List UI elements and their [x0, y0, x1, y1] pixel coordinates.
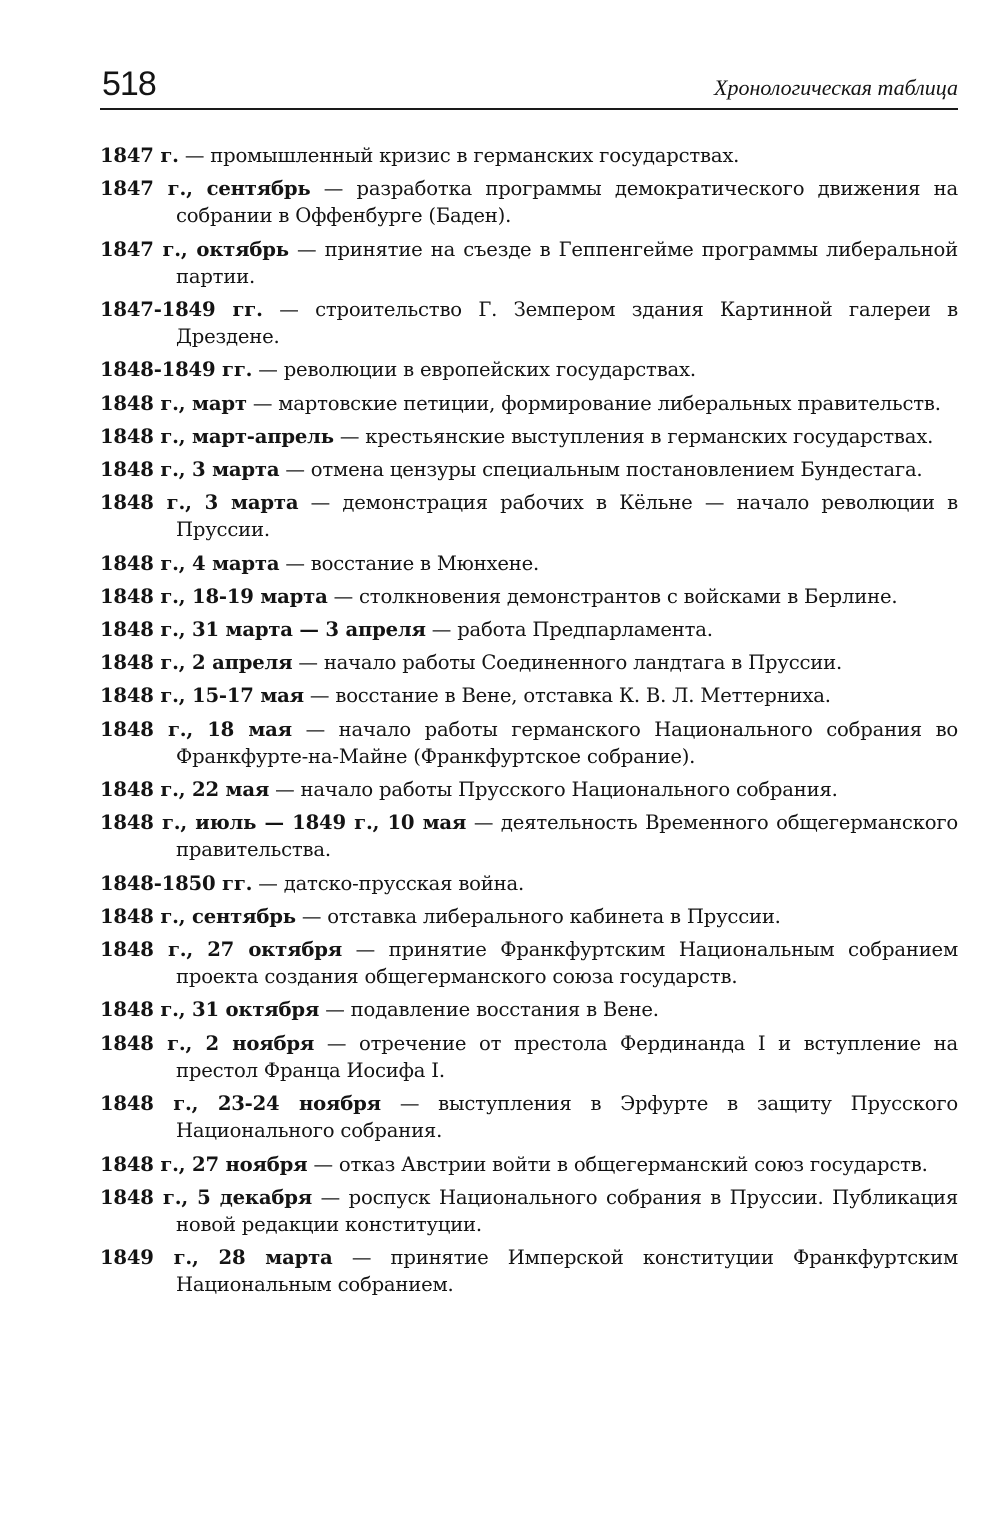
entry-text: — демонстрация рабочих в Кёльне — начало революции в Пруссии.: [176, 491, 958, 542]
chronology-entry: [100, 296, 958, 350]
chronology-entry: [100, 236, 958, 290]
entry-date: 1848 г., 18 мая: [100, 717, 292, 741]
chronology-entry: [100, 1244, 958, 1298]
page-header: [100, 64, 958, 110]
chronology-entry: [100, 649, 958, 676]
entry-date: 1848-1850 гг.: [100, 871, 253, 895]
chronology-entry: [100, 583, 958, 610]
chronology-entry: [100, 1151, 958, 1178]
entry-date: 1848 г., 3 марта: [100, 491, 299, 515]
entry-text: — принятие на съезде в Геппенгейме программы либеральной партии.: [176, 237, 959, 288]
entry-date: 1848 г., март: [100, 391, 247, 415]
entry-date: 1847 г., октябрь: [100, 237, 289, 261]
chronology-entry: [100, 936, 958, 990]
entry-date: 1848 г., сентябрь: [100, 904, 296, 928]
entry-date: 1848 г., 2 апреля: [100, 651, 293, 675]
entry-date: 1848 г., 27 ноября: [100, 1152, 308, 1176]
chronology-entry: [100, 1030, 958, 1084]
entry-date: 1848 г., июль — 1849 г., 10 мая: [100, 811, 467, 835]
chronology-entry: [100, 356, 958, 383]
chronology-entry: [100, 1090, 958, 1144]
entry-date: 1848 г., 2 ноября: [100, 1031, 315, 1055]
running-head: Хронологическая таблица: [714, 75, 958, 100]
entry-text: — строительство Г. Земпером здания Картинной галереи в Дрездене.: [176, 298, 958, 349]
chronology-entry: [100, 996, 958, 1023]
entry-text: — принятие Имперской конституции Франкфуртским Национальным собранием.: [176, 1246, 958, 1297]
entry-text: — восстание в Мюнхене.: [279, 551, 540, 575]
entry-date: 1847 г.: [100, 144, 179, 167]
entry-text: — начало работы Прусского Национального собрания.: [269, 778, 838, 802]
entry-text: — промышленный кризис в германских государствах.: [178, 144, 740, 167]
chronology-entry: [100, 809, 958, 863]
chronology-entry: [100, 390, 958, 417]
entry-text: — отказ Австрии войти в общегерманский союз государств.: [307, 1152, 928, 1176]
entry-date: 1848 г., март-апрель: [100, 424, 334, 448]
chronology-entry: [100, 489, 958, 543]
chronology-entry: [100, 870, 958, 897]
entry-text: — выступления в Эрфурте в защиту Прусского Национального собрания.: [176, 1092, 958, 1143]
entry-text: — революции в европейских государствах.: [252, 358, 696, 382]
entry-text: — крестьянские выступления в германских государствах.: [333, 424, 934, 448]
entry-text: — разработка программы демократического движения на собрании в Оффенбурге (Баден).: [176, 177, 958, 228]
entry-date: 1848 г., 27 октября: [100, 938, 342, 962]
entry-text: — подавление восстания в Вене.: [319, 998, 659, 1022]
entry-date: 1848 г., 15-17 мая: [100, 684, 304, 708]
chronology-entry: [100, 175, 958, 229]
page-number: 518: [102, 65, 156, 103]
entry-date: 1848-1849 гг.: [100, 358, 253, 382]
entry-text: — принятие Франкфуртским Национальным собранием проекта создания общегерманского союза государств.: [176, 938, 958, 989]
entry-text: — отставка либерального кабинета в Пруссии.: [295, 904, 781, 928]
entry-text: — отмена цензуры специальным постановлением Бундестага.: [279, 458, 923, 482]
entry-text: — роспуск Национального собрания в Пруссии. Публикация новой редакции конституции.: [176, 1185, 958, 1236]
chronology-entry: [100, 423, 958, 450]
entry-date: 1847-1849 гг.: [100, 298, 263, 322]
chronology-entry: [100, 142, 958, 169]
entry-text: — столкновения демонстрантов с войсками в Берлине.: [327, 584, 898, 608]
chronology-entry: [100, 776, 958, 803]
entry-date: 1849 г., 28 марта: [100, 1246, 333, 1270]
chronology-entry: [100, 1184, 958, 1238]
entry-text: — начало работы Соединенного ландтага в Пруссии.: [292, 651, 842, 675]
entry-date: 1847 г., сентябрь: [100, 177, 311, 201]
entry-date: 1848 г., 3 марта: [100, 458, 280, 482]
entry-date: 1848 г., 31 октября: [100, 998, 320, 1022]
entry-text: — работа Предпарламента.: [425, 618, 713, 642]
entry-text: — начало работы германского Национального собрания во Франкфурте-на-Майне (Франкфуртское собрание).: [176, 717, 959, 768]
entry-text: — деятельность Временного общегерманского правительства.: [176, 811, 958, 862]
entry-date: 1848 г., 4 марта: [100, 551, 280, 575]
chronology-entry: [100, 550, 958, 577]
entry-date: 1848 г., 22 мая: [100, 778, 270, 802]
chronology-entry: [100, 903, 958, 930]
entry-date: 1848 г., 23-24 ноября: [100, 1092, 381, 1116]
chronology-entry: [100, 616, 958, 643]
entry-date: 1848 г., 5 декабря: [100, 1185, 313, 1209]
entry-date: 1848 г., 18-19 марта: [100, 584, 328, 608]
entry-text: — мартовские петиции, формирование либеральных правительств.: [246, 391, 941, 415]
chronology-entry: [100, 682, 958, 709]
entry-text: — датско-прусская война.: [252, 871, 524, 895]
entry-text: — восстание в Вене, отставка К. В. Л. Меттерниха.: [303, 684, 831, 708]
chronology-list: [100, 142, 958, 1305]
entry-date: 1848 г., 31 марта — 3 апреля: [100, 618, 426, 642]
chronology-entry: [100, 456, 958, 483]
entry-text: — отречение от престола Фердинанда I и вступление на престол Франца Иосифа I.: [176, 1031, 958, 1082]
chronology-entry: [100, 716, 958, 770]
